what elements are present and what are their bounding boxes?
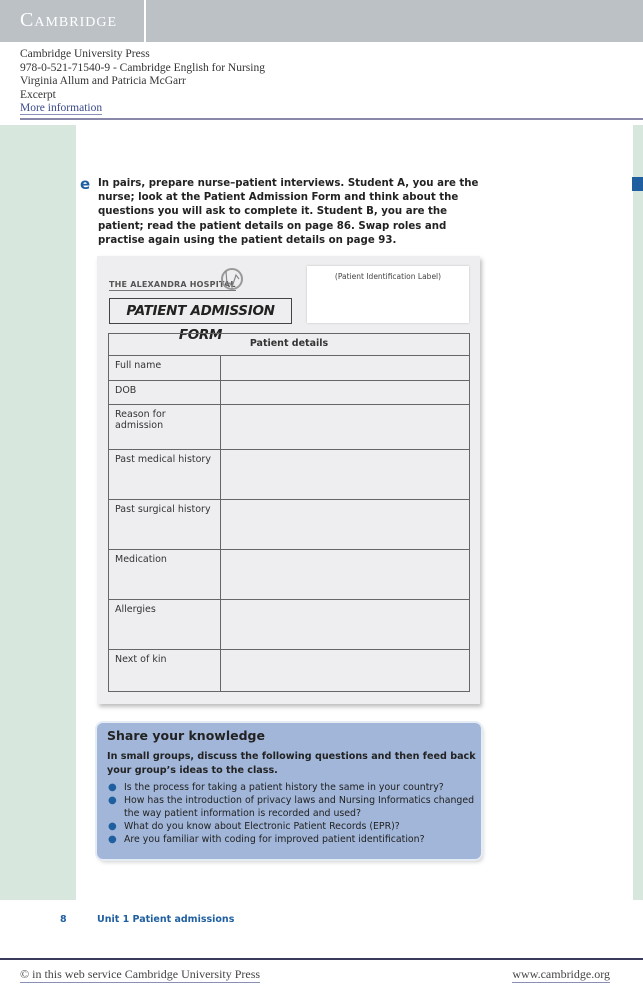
unit-tab-marker xyxy=(632,177,643,191)
list-item: ● Are you familiar with coding for improved patient identification? xyxy=(108,834,425,845)
patient-id-label-box: (Patient Identification Label) xyxy=(307,266,469,323)
share-intro: In small groups, discuss the following questions and then feed back your group’s ideas to the class. xyxy=(107,751,476,776)
past-medical-history-field[interactable] xyxy=(221,450,470,500)
cambridge-logo: Cambridge xyxy=(20,9,118,31)
header-rule xyxy=(20,118,643,120)
row-label: Reason for admission xyxy=(109,405,221,450)
left-margin-band xyxy=(0,125,76,900)
hospital-name: THE ALEXANDRA HOSPITAL xyxy=(109,280,236,289)
unit-title: Unit 1 Patient admissions xyxy=(97,914,235,925)
row-label: Full name xyxy=(109,356,221,381)
authors: Virginia Allum and Patricia McGarr xyxy=(20,75,186,87)
list-item: ● What do you know about Electronic Patient Records (EPR)? xyxy=(108,821,400,832)
bullet-icon: ● xyxy=(108,834,117,845)
table-row xyxy=(109,381,470,405)
row-label: Next of kin xyxy=(109,650,221,692)
bullet-icon: ● xyxy=(108,782,117,793)
excerpt-label: Excerpt xyxy=(20,88,56,101)
next-of-kin-field[interactable] xyxy=(221,650,470,692)
patient-details-header: Patient details xyxy=(109,334,470,356)
full-name-field[interactable] xyxy=(221,356,470,381)
exercise-instruction: In pairs, prepare nurse–patient interviews. Student A, you are the nurse; look at the Patient Admission Form and think about the questions you will ask to complete it. Student B, you are the patient; read the patient details on page 86. Swap roles and practise again using the patient details on page 93. xyxy=(98,178,479,246)
list-item: ● How has the introduction of privacy laws and Nursing Informatics changed the way patient information is recorded and used? xyxy=(108,795,475,819)
allergies-field[interactable] xyxy=(221,600,470,650)
table-row xyxy=(109,600,470,650)
row-label: Past medical history xyxy=(109,450,221,500)
table-row xyxy=(109,550,470,600)
dob-field[interactable] xyxy=(221,381,470,405)
more-information-link[interactable]: More information xyxy=(20,102,103,114)
header-divider xyxy=(144,0,146,42)
isbn-title: 978-0-521-71540-9 - Cambridge English for Nursing xyxy=(20,61,265,74)
cambridge-header-bar xyxy=(0,0,643,42)
publisher: Cambridge University Press xyxy=(20,48,150,60)
right-margin-band xyxy=(633,125,643,900)
table-row xyxy=(109,356,470,381)
page-number: 8 xyxy=(60,914,67,925)
book-metadata xyxy=(20,48,265,116)
bullet-icon: ● xyxy=(108,795,117,806)
copyright-link[interactable]: © in this web service Cambridge University Press xyxy=(20,967,261,981)
table-row xyxy=(109,450,470,500)
bullet-icon: ● xyxy=(108,821,117,832)
share-title: Share your knowledge xyxy=(107,728,265,743)
heartbeat-circle-icon xyxy=(219,267,245,291)
exercise-letter: e xyxy=(80,175,91,193)
row-label: Medication xyxy=(109,550,221,600)
list-item: ● Is the process for taking a patient history the same in your country? xyxy=(108,782,444,793)
past-surgical-history-field[interactable] xyxy=(221,500,470,550)
table-row xyxy=(109,500,470,550)
footer-rule xyxy=(0,958,643,960)
table-row xyxy=(109,650,470,692)
table-row xyxy=(109,405,470,450)
patient-details-table xyxy=(108,333,470,692)
page-footer xyxy=(0,914,643,930)
reason-for-admission-field[interactable] xyxy=(221,405,470,450)
patient-admission-form xyxy=(97,256,480,704)
form-title: PATIENT ADMISSION FORM xyxy=(109,298,292,324)
row-label: Past surgical history xyxy=(109,500,221,550)
share-question-list xyxy=(107,781,477,846)
medication-field[interactable] xyxy=(221,550,470,600)
row-label: DOB xyxy=(109,381,221,405)
cambridge-website-link[interactable]: www.cambridge.org xyxy=(512,967,610,981)
row-label: Allergies xyxy=(109,600,221,650)
share-your-knowledge-box xyxy=(97,723,481,859)
